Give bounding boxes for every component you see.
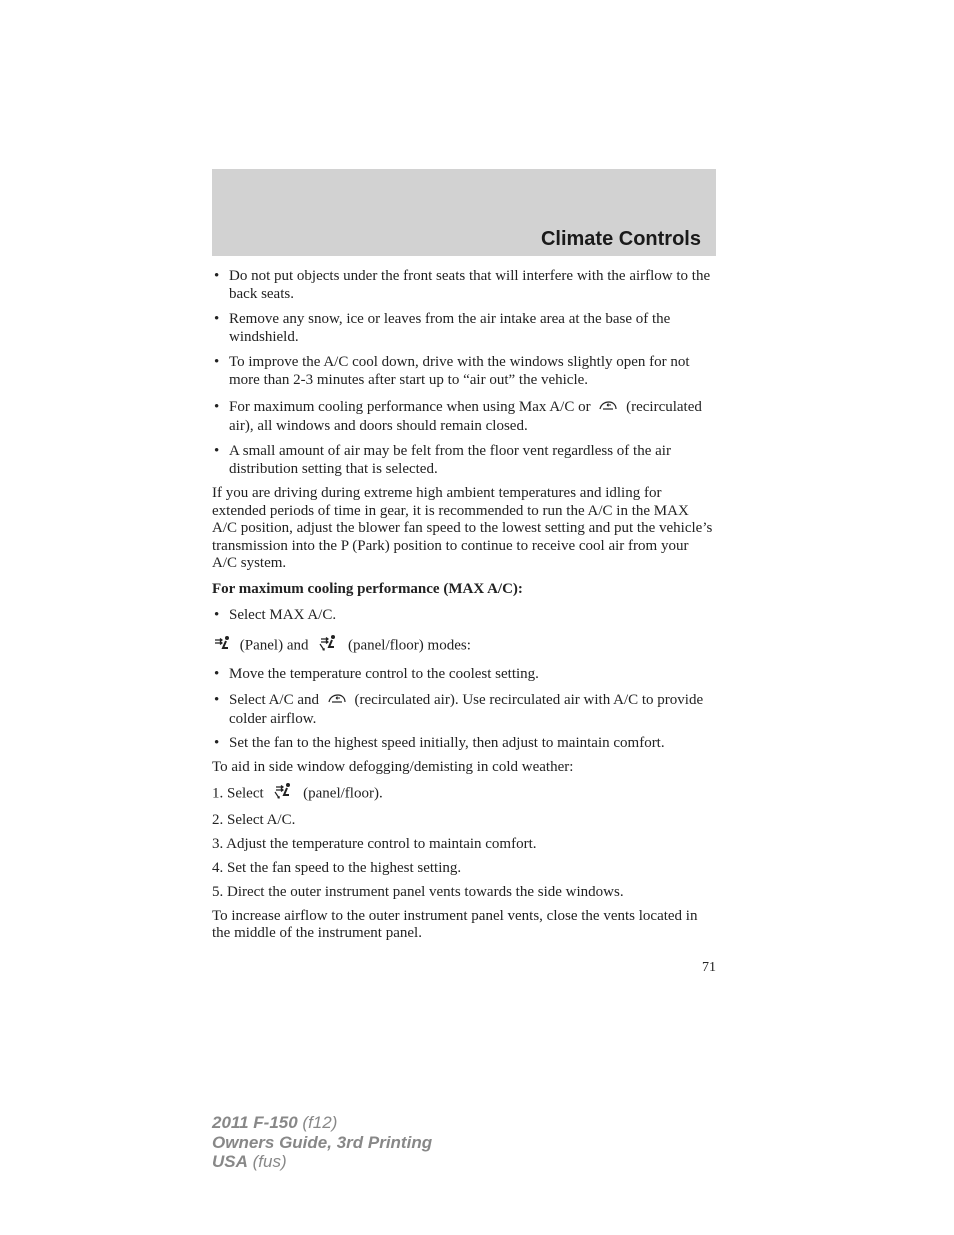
list-item <box>212 398 716 436</box>
footer-code: (f12) <box>297 1113 338 1132</box>
list-item: • To improve the A/C cool down, drive with the windows slightly open for not more than 2-3 minutes after start up to “air out” the vehicle. <box>212 354 716 389</box>
footer-model: 2011 F-150 <box>212 1113 298 1132</box>
footer-market-code: (fus) <box>247 1152 287 1171</box>
list-item: 5. Direct the outer instrument panel vents towards the side windows. <box>212 884 624 901</box>
section-title: Climate Controls <box>540 228 701 250</box>
step-text: (panel/floor). <box>303 785 383 802</box>
paragraph: If you are driving during extreme high ambient temperatures and idling for extended periods of time in gear, it is recommended to run the A/C in the MAX A/C position, adjust the blower fan speed to the lowest setting and put the vehicle’s transmission into the P (Park) position to continue to receive cool air from your A/C system. <box>212 485 713 572</box>
list-item: • Do not put objects under the front seats that will interfere with the airflow to the back seats. <box>212 268 716 303</box>
footer-line <box>212 1152 432 1172</box>
list-item: • Move the temperature control to the coolest setting. <box>212 666 716 684</box>
panel-floor-mode-icon <box>318 634 338 658</box>
recirc-icon <box>598 398 618 417</box>
bullet-text: (recirculated air), all windows and doors should remain closed. <box>229 399 702 435</box>
list-item: • Remove any snow, ice or leaves from the air intake area at the base of the windshield. <box>212 311 716 346</box>
footer-market: USA <box>212 1152 248 1171</box>
page-number: 71 <box>702 960 716 975</box>
list-item <box>212 691 716 729</box>
section-header <box>212 169 716 256</box>
list-item: • A small amount of air may be felt from the floor vent regardless of the air distribution setting that is selected. <box>212 443 716 478</box>
panel-mode-icon <box>214 635 232 657</box>
modes-line <box>212 634 716 658</box>
list-item <box>212 782 716 806</box>
footer <box>212 1113 432 1172</box>
list-item: • Set the fan to the highest speed initially, then adjust to maintain comfort. <box>212 735 716 752</box>
list-item: • Select MAX A/C. <box>212 607 716 625</box>
footer-edition: Owners Guide, 3rd Printing <box>212 1132 433 1152</box>
recirc-icon <box>327 691 347 710</box>
list-item: 2. Select A/C. <box>212 812 296 829</box>
step-text: 1. Select <box>212 785 264 802</box>
bullet-text: (recirculated air). Use recirculated air with A/C to provide colder airflow. <box>229 692 704 728</box>
modes-text-panel-floor: (panel/floor) modes: <box>347 637 471 653</box>
subheading: For maximum cooling performance (MAX A/C): <box>212 580 523 597</box>
bullet-text: Select A/C and <box>229 692 319 709</box>
bullet-text: For maximum cooling performance when using Max A/C or <box>229 399 591 415</box>
paragraph: To increase airflow to the outer instrument panel vents, close the vents located in the middle of the instrument panel. <box>212 908 698 941</box>
modes-text-panel: (Panel) and <box>239 637 309 653</box>
footer-line <box>212 1113 432 1133</box>
page-content <box>212 266 716 941</box>
list-item: 4. Set the fan speed to the highest setting. <box>212 860 462 877</box>
panel-floor-mode-icon <box>273 782 293 806</box>
list-item: 3. Adjust the temperature control to maintain comfort. <box>212 836 537 853</box>
paragraph: To aid in side window defogging/demisting in cold weather: <box>212 758 574 775</box>
